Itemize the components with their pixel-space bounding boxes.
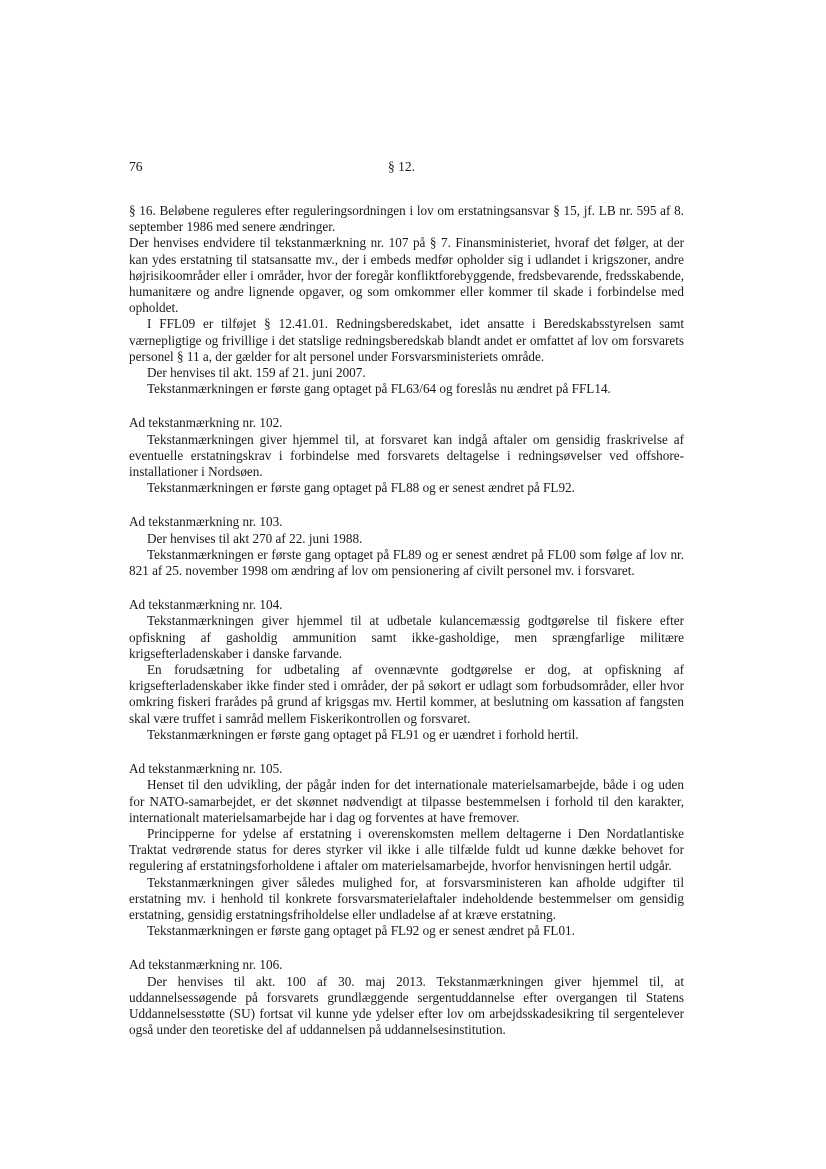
- paragraph: § 16. Beløbene reguleres efter reguleringsordningen i lov om erstatningsansvar § 15, jf. LB nr. 595 af 8. september 1986 med senere ændringer.: [129, 203, 684, 235]
- paragraph: Tekstanmærkningen er første gang optaget på FL91 og er uændret i forhold hertil.: [147, 726, 579, 742]
- page-number: 76: [129, 159, 143, 174]
- paragraph: Tekstanmærkningen er første gang optaget på FL88 og er senest ændret på FL92.: [147, 480, 575, 496]
- paragraph: Der henvises til akt. 159 af 21. juni 2007.: [147, 365, 366, 381]
- section-103: [129, 514, 684, 579]
- section-105: [129, 761, 684, 939]
- paragraph: Tekstanmærkningen giver således mulighed for, at forsvarsministeren kan afholde udgifter til erstatning mv. i henhold til konkrete forsvarsmaterielaftaler indeholdende bestemmelser om gensidig erstatning, gensidig erstatningsfriholdelse eller undladelse af at kræve erstatning.: [129, 874, 684, 922]
- intro-section: [129, 203, 684, 397]
- paragraph: Tekstanmærkningen er første gang optaget på FL89 og er senest ændret på FL00 som følge af lov nr. 821 af 25. november 1998 om ændring af lov om pensionering af civilt personel mv. i forsvaret.: [129, 546, 684, 579]
- section-mark: § 12.: [388, 159, 415, 174]
- section-102: [129, 415, 684, 496]
- section-heading: Ad tekstanmærkning nr. 102.: [129, 415, 283, 431]
- paragraph: Tekstanmærkningen er første gang optaget på FL92 og er senest ændret på FL01.: [147, 923, 575, 939]
- document-body: [129, 203, 684, 1038]
- paragraph: I FFL09 er tilføjet § 12.41.01. Redningsberedskabet, idet ansatte i Beredskabsstyrelsen samt værnepligtige og frivillige i det statslige redningsberedskab blandt andet er omfattet af lov om forsvarets personel § 11 a, der gælder for alt personel under Forsvarsministeriets område.: [129, 316, 684, 364]
- section-104: [129, 597, 684, 743]
- paragraph: Tekstanmærkningen giver hjemmel til at udbetale kulancemæssig godtgørelse til fiskere efter opfiskning af gasholdig ammunition samt ikke-gasholdige, men sprængfarlige militære krigsefterladenskaber i danske farvande.: [129, 613, 684, 661]
- paragraph: En forudsætning for udbetaling af ovennævnte godtgørelse er dog, at opfiskning af krigsefterladenskaber ikke finder sted i områder, der på søkort er udlagt som forbudsområder, eller hvor omkring fiskeri frarådes på grund af krigsgas mv. Hertil kommer, at beslutning om kassation af fangsten skal være truffet i samråd mellem Fiskerikontrollen og forsvaret.: [129, 662, 684, 726]
- paragraph: Tekstanmærkningen er første gang optaget på FL63/64 og foreslås nu ændret på FFL14.: [147, 381, 611, 397]
- paragraph: Der henvises til akt 270 af 22. juni 1988.: [147, 530, 363, 546]
- paragraph: Henset til den udvikling, der pågår inden for det internationale materielsamarbejde, både i og uden for NATO-samarbejdet, er det skønnet nødvendigt at tilpasse bestemmelsen i forhold til den karakter, internationalt materielsamarbejde har i dag og forventes at have fremover.: [129, 777, 684, 825]
- paragraph: Der henvises til akt. 100 af 30. maj 2013. Tekstanmærkningen giver hjemmel til, at uddannelsessøgende på forsvarets grundlæggende sergentuddannelse efter overgangen til Statens Uddannelsesstøtte (SU) fortsat vil kunne yde ydelser efter lov om arbejdsskadesikring til sergentelever også under den teoretiske del af uddannelsen på uddannelsesinstitution.: [129, 973, 684, 1038]
- section-heading: Ad tekstanmærkning nr. 103.: [129, 514, 283, 530]
- section-heading: Ad tekstanmærkning nr. 106.: [129, 957, 283, 973]
- paragraph: Principperne for ydelse af erstatning i overenskomsten mellem deltagerne i Den Nordatlantiske Traktat vedrørende status for deres styrker vil ikke i alle tilfælde fuldt ud kunne dække behovet for regulering af erstatningsforholdene i aftaler om materielsamarbejde, hvorfor henvisningen hertil udgår.: [129, 825, 684, 874]
- paragraph: Tekstanmærkningen giver hjemmel til, at forsvaret kan indgå aftaler om gensidig fraskrivelse af eventuelle erstatningskrav i forbindelse med forsvarets deltagelse i redningsøvelser ved offshore-installationer i Nordsøen.: [129, 431, 684, 480]
- section-106: [129, 957, 684, 1038]
- section-heading: Ad tekstanmærkning nr. 105.: [129, 761, 283, 777]
- paragraph: Der henvises endvidere til tekstanmærkning nr. 107 på § 7. Finansministeriet, hvoraf det følger, at der kan ydes erstatning til statsansatte mv., der i embeds medfør opholder sig i udlandet i krigszoner, andre højrisikoområder eller i områder, hvor der foregår konfliktforebyggende, fredsbevarende, fredsskabende, humanitære og andre lignende opgaver, og som omkommer eller kommer til skade i forbindelse med opholdet.: [129, 235, 684, 316]
- section-heading: Ad tekstanmærkning nr. 104.: [129, 597, 283, 613]
